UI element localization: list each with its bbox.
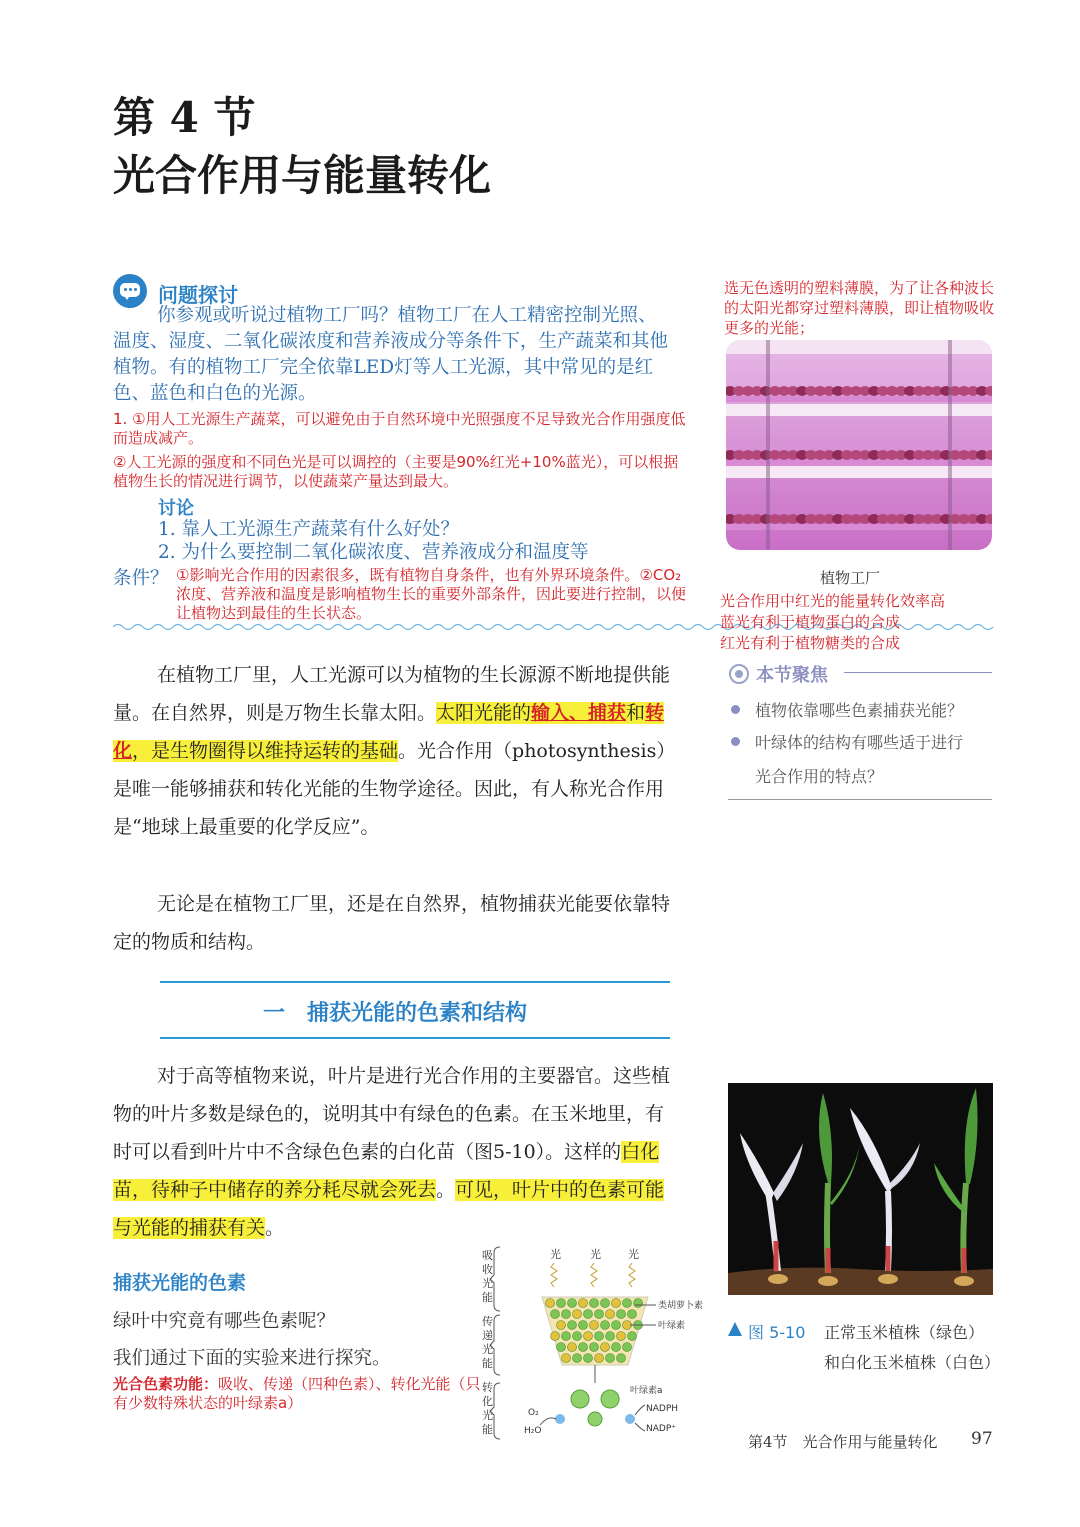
subsection-question: 绿叶中究竟有哪些色素呢？ xyxy=(113,1311,336,1332)
pigment-molecule xyxy=(595,1310,604,1319)
pigment-molecule xyxy=(579,1299,588,1308)
body-paragraph-2: 无论是在植物工厂里，还是在自然界，植物捕获光能要依靠特定的物质和结构。 xyxy=(113,893,671,953)
section-number: 第 4 节 xyxy=(113,93,256,142)
pigment-molecule xyxy=(606,1310,615,1319)
chlorophyll-label: 叶绿素 xyxy=(658,1321,686,1331)
pigment-molecule xyxy=(601,1299,610,1308)
h2o-label: H₂O xyxy=(524,1426,542,1436)
subsection-title: 捕获光能的色素 xyxy=(113,1272,247,1294)
pigment-molecule xyxy=(573,1332,582,1341)
body-paragraph-1: 在植物工厂里，人工光源可以为植物的生长源源不断地提供能量。在自然界，则是万物生长靠太阳。太阳光能的输入、捕获和转化，是生物圈得以维持运转的基础。光合作用（photosynthesis）是唯一能够捕获和转化光能的生物学途径。因此，有人称光合作用是“地球上最重要的化学反应”。 xyxy=(113,664,671,838)
pigment-molecule xyxy=(617,1332,626,1341)
section-heading: 一 捕获光能的色素和结构 xyxy=(263,1001,528,1026)
chl-a-label: 叶绿素a xyxy=(630,1386,663,1396)
pigment-molecule xyxy=(551,1310,560,1319)
pigment-molecule xyxy=(623,1343,632,1352)
handwritten-note-3: ①影响光合作用的因素很多，既有植物自身条件，也有外界环境条件。②CO₂浓度、营养液和温度是影响植物生长的重要外部条件，因此要进行控制，以便让植物达到最佳的生长状态。 xyxy=(176,566,687,622)
focus-item-cont: 光合作用的特点？ xyxy=(755,767,884,786)
pigment-molecule xyxy=(612,1299,621,1308)
footer-section: 第4节 光合作用与能量转化 xyxy=(748,1433,938,1451)
pigment-molecule xyxy=(590,1321,599,1330)
pigment-molecule xyxy=(617,1354,626,1363)
problem-title: 问题探讨 xyxy=(158,283,238,307)
highlight: 可见，叶片中的色素可能与光能的捕获有关 xyxy=(113,1179,665,1239)
pigment-molecule xyxy=(584,1354,593,1363)
pigment-molecule xyxy=(579,1343,588,1352)
pigment-molecule xyxy=(562,1332,571,1341)
handwritten-note-2: ②人工光源的强度和不同色光是可以调控的（主要是90%红光+10%蓝光），可以根据植物生长的情况进行调节，以使蔬菜产量达到最大。 xyxy=(113,453,679,490)
svg-text:光: 光 xyxy=(482,1343,493,1356)
pigment-molecule xyxy=(601,1343,610,1352)
pigment-molecule xyxy=(557,1299,566,1308)
pigment-molecule xyxy=(628,1310,637,1319)
svg-text:光: 光 xyxy=(482,1277,493,1290)
handwritten-note-1: 1. ①用人工光源生产蔬菜，可以避免由于自然环境中光照强度不足导致光合作用强度低而造成减产。 xyxy=(113,410,686,447)
pigment-molecule xyxy=(551,1332,560,1341)
grow-tray xyxy=(726,524,992,530)
o2-label: O₂ xyxy=(528,1408,539,1418)
pigment-molecule xyxy=(568,1343,577,1352)
svg-text:光: 光 xyxy=(590,1248,601,1261)
underline-keyword: 转化 xyxy=(113,702,665,762)
pigment-molecule xyxy=(573,1310,582,1319)
photo-caption: 植物工厂 xyxy=(820,569,881,587)
pigment-molecule xyxy=(546,1299,555,1308)
focus-title: 本节聚焦 xyxy=(756,665,828,686)
body-paragraph-3: 对于高等植物来说，叶片是进行光合作用的主要器官。这些植物的叶片多数是绿色的，说明其中有绿色的色素。在玉米地里，有时可以看到叶片中不含绿色色素的白化苗（图5-10）。这样的白化苗，待种子中储存的养分耗尽就会死去。可见，叶片中的色素可能与光能的捕获有关。 xyxy=(113,1065,671,1239)
pigment-diagram xyxy=(480,1245,720,1440)
figure-caption-line2: 和白化玉米植株（白色） xyxy=(824,1353,1001,1372)
bullet-icon xyxy=(731,705,740,714)
plant-factory-photo xyxy=(726,340,992,550)
focus-item: 叶绿体的结构有哪些适于进行 xyxy=(755,733,964,752)
focus-item: 植物依靠哪些色素捕获光能？ xyxy=(755,701,964,720)
svg-text:能: 能 xyxy=(482,1357,493,1370)
light-label: 光 xyxy=(550,1248,561,1261)
focus-bottom-rule xyxy=(728,799,992,800)
target-icon xyxy=(729,664,749,684)
nadp-label: NADP⁺ xyxy=(646,1424,676,1434)
highlight: 太阳光能的 xyxy=(436,702,532,724)
svg-text:递: 递 xyxy=(482,1329,493,1342)
section-title: 光合作用与能量转化 xyxy=(113,151,492,200)
sidebar-light-notes: 光合作用中红光的能量转化效率高 蓝光有利于植物蛋白的合成 红光有利于植物糖类的合成 xyxy=(720,592,946,652)
sidebar-handwritten-note: 选无色透明的塑料薄膜，为了让各种波长的太阳光都穿过塑料薄膜，即让植物吸收更多的光能； xyxy=(724,279,995,337)
svg-text:能: 能 xyxy=(482,1291,493,1304)
pigment-molecule xyxy=(595,1332,604,1341)
underline-keyword: 输入、捕获 xyxy=(531,702,627,724)
pigment-molecule xyxy=(612,1343,621,1352)
pigment-molecule xyxy=(623,1299,632,1308)
corn-seedling-photo xyxy=(728,1083,993,1295)
figure-marker-icon xyxy=(728,1322,742,1336)
pigment-molecule xyxy=(612,1321,621,1330)
figure-caption-line1: 正常玉米植株（绿色） xyxy=(824,1323,985,1342)
pigment-molecule xyxy=(628,1332,637,1341)
grow-tray xyxy=(726,396,992,402)
handwritten-note-4: 光合色素功能：吸收、传递（四种色素）、转化光能（只有少数特殊状态的叶绿素a） xyxy=(113,1375,481,1412)
discussion-question-1: 1. 靠人工光源生产蔬菜有什么好处？ xyxy=(158,519,460,540)
figure-number: 图 5-10 xyxy=(748,1323,806,1342)
pigment-molecule xyxy=(573,1354,582,1363)
pigment-molecule xyxy=(557,1321,566,1330)
pigment-molecule xyxy=(606,1354,615,1363)
highlight: 白化苗，待种子中储存的养分耗尽就会死去 xyxy=(113,1141,660,1201)
page-number: 97 xyxy=(971,1429,993,1449)
svg-text:光: 光 xyxy=(482,1409,493,1422)
pigment-molecule xyxy=(562,1310,571,1319)
svg-text:收: 收 xyxy=(482,1263,493,1276)
pigment-molecule xyxy=(584,1332,593,1341)
label-absorb: 吸 xyxy=(482,1249,493,1262)
focus-rule xyxy=(844,672,992,673)
pigment-molecule xyxy=(595,1354,604,1363)
discussion-title: 讨论 xyxy=(158,498,194,519)
pigment-molecule xyxy=(634,1299,643,1308)
pigment-molecule xyxy=(557,1343,566,1352)
svg-text:光: 光 xyxy=(628,1248,639,1261)
carotene-label: 类胡萝卜素 xyxy=(658,1301,704,1311)
pigment-molecule xyxy=(568,1321,577,1330)
pigment-molecule xyxy=(617,1310,626,1319)
bullet-icon xyxy=(731,737,740,746)
label-convert: 转 xyxy=(482,1381,493,1394)
svg-text:能: 能 xyxy=(482,1423,493,1436)
pigment-molecule xyxy=(590,1299,599,1308)
svg-text:化: 化 xyxy=(482,1395,493,1408)
discussion-question-2: 2. 为什么要控制二氧化碳浓度、营养液成分和温度等 xyxy=(158,542,589,563)
heading-rule-top xyxy=(160,981,670,983)
pigment-molecule xyxy=(601,1321,610,1330)
discussion-question-2-cont: 条件？ xyxy=(113,568,169,589)
pigment-molecule xyxy=(590,1343,599,1352)
label-transfer: 传 xyxy=(482,1315,493,1328)
heading-rule-bottom xyxy=(160,1037,670,1039)
nadph-label: NADPH xyxy=(646,1404,679,1414)
pigment-molecule xyxy=(606,1332,615,1341)
subsection-text: 我们通过下面的实验来进行探究。 xyxy=(113,1348,391,1369)
pigment-molecule xyxy=(579,1321,588,1330)
pigment-molecule xyxy=(562,1354,571,1363)
pigment-molecule xyxy=(568,1299,577,1308)
grow-tray xyxy=(726,460,992,466)
problem-paragraph: 你参观或听说过植物工厂吗？植物工厂在人工精密控制光照、温度、湿度、二氧化碳浓度和营养液成分等条件下，生产蔬菜和其他植物。有的植物工厂完全依靠LED灯等人工光源，其中常见的是红色、蓝色和白色的光源。 xyxy=(113,305,669,404)
pigment-molecule xyxy=(584,1310,593,1319)
